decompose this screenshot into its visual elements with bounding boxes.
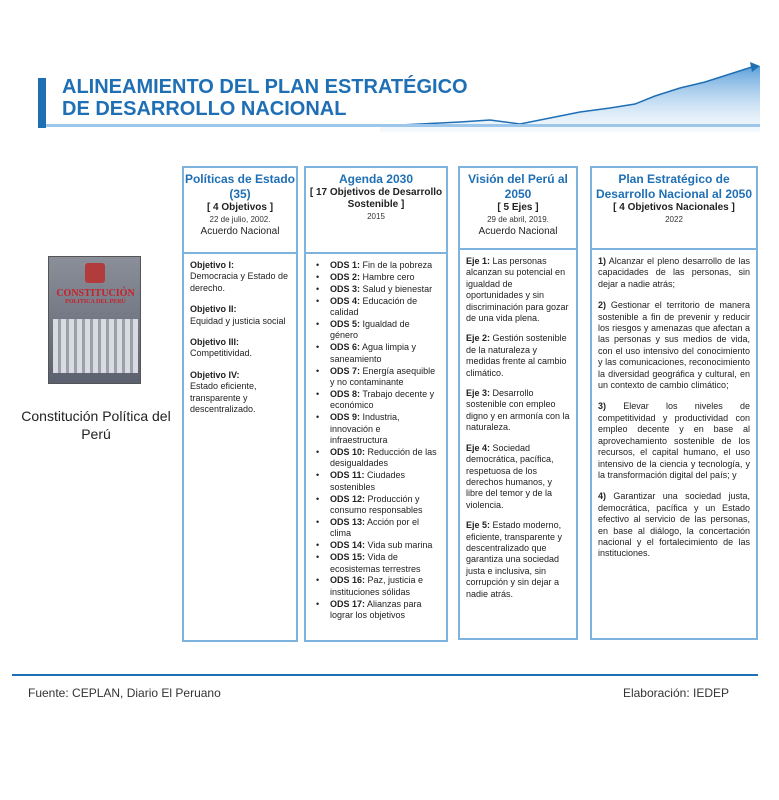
footer-credit: Elaboración: IEDEP — [622, 686, 729, 700]
constitution-label: Constitución Política del Perú — [21, 408, 171, 442]
column-header — [306, 168, 446, 222]
growth-graph-decoration — [380, 60, 770, 132]
column-body — [460, 248, 576, 615]
list-item: • ODS 14: Vida sub marina — [316, 540, 440, 551]
column-title: Plan Estratégico de Desarrollo Nacional al 2050 — [595, 172, 753, 201]
column-subtitle: [ 4 Objetivos Nacionales ] — [613, 202, 735, 213]
column-date: 29 de abril, 2019. — [487, 215, 549, 224]
title-accent-bar — [38, 78, 46, 128]
title-line-1: ALINEAMIENTO DEL PLAN ESTRATÉGICO — [62, 76, 468, 98]
column-title: Políticas de Estado (35) — [184, 172, 296, 201]
list-item: 2) Gestionar el territorio de manera sostenible a fin de prevenir y reducir los riesgos y amenazas que afectan a las personas y sus medios de vida, con el uso intensivo del conocimiento y las comunicaciones, reconocimiento la diversidad geográfica y cultural, en un contexto de cambio climático; — [598, 300, 750, 391]
column-source: Acuerdo Nacional — [478, 226, 558, 237]
list-item: Eje 1: Las personas alcanzan su potencial en igualdad de oportunidades y sin discriminación para gozar de una vida plena. — [466, 256, 569, 324]
footer-source: Fuente: CEPLAN, Diario El Peruano — [28, 686, 221, 700]
list-item: • ODS 8: Trabajo decente y económico — [316, 389, 440, 412]
column-agenda-2030 — [304, 166, 448, 642]
column-title: Visión del Perú al 2050 — [468, 172, 568, 201]
column-source: Acuerdo Nacional — [200, 226, 280, 237]
book-cover-title: CONSTITUCIÓN POLITICA DEL PERÚ — [56, 288, 135, 305]
peru-coat-of-arms-icon — [85, 263, 105, 283]
palace-image — [53, 319, 138, 373]
list-item: Objetivo II: Equidad y justicia social — [190, 304, 286, 326]
list-item: • ODS 2: Hambre cero — [316, 272, 440, 283]
list-item: • ODS 4: Educación de calidad — [316, 296, 440, 319]
list-item: • ODS 13: Acción por el clima — [316, 517, 440, 540]
column-header — [184, 168, 296, 238]
list-item: Eje 3: Desarrollo sostenible con empleo digno y en armonía con la naturaleza. — [466, 388, 570, 433]
list-item: • ODS 12: Producción y consumo responsables — [316, 494, 440, 517]
list-item: Objetivo IV: Estado eficiente, transparente y descentralizado. — [190, 369, 257, 415]
list-item: Eje 4: Sociedad democrática, pacífica, respetuosa de los derechos humanos, y libre del temor y de la violencia. — [466, 442, 554, 510]
column-title: Agenda 2030 — [338, 172, 414, 186]
column-body — [592, 248, 756, 576]
list-item: • ODS 6: Agua limpia y saneamiento — [316, 342, 440, 365]
constitution-book-cover — [48, 256, 141, 384]
column-date: 2015 — [367, 212, 385, 221]
list-item: Objetivo III: Competitividad. — [190, 337, 253, 359]
column-header — [460, 168, 576, 238]
list-item: 4) Garantizar una sociedad justa, democrática, pacífica y un Estado efectivo al servicio de las personas, en base al diálogo, la concertación nacional y el fortalecimiento de las instituciones. — [598, 491, 750, 559]
column-header — [592, 168, 756, 225]
column-subtitle: [ 4 Objetivos ] — [206, 202, 274, 213]
list-item: 1) Alcanzar el pleno desarrollo de las capacidades de las personas, sin dejar a nadie atrás; — [598, 256, 750, 289]
list-item: • ODS 9: Industria, innovación e infraestructura — [316, 412, 440, 446]
list-item: • ODS 17: Alianzas para lograr los objetivos — [316, 599, 440, 622]
list-item: • ODS 5: Igualdad de género — [316, 319, 440, 342]
column-body — [306, 252, 446, 628]
list-item: • ODS 7: Energía asequible y no contaminante — [316, 366, 440, 389]
column-vision-peru-2050 — [458, 166, 578, 640]
list-item: • ODS 11: Ciudades sostenibles — [316, 470, 440, 493]
list-item: • ODS 1: Fin de la pobreza — [316, 260, 440, 271]
column-date: 2022 — [665, 215, 683, 224]
title-line-2: DE DESARROLLO NACIONAL — [62, 98, 347, 120]
list-item: • ODS 16: Paz, justicia e instituciones sólidas — [316, 575, 440, 598]
list-item: • ODS 10: Reducción de las desigualdades — [316, 447, 440, 470]
column-politicas-de-estado — [182, 166, 298, 642]
column-body — [184, 252, 296, 431]
header-rule — [46, 124, 760, 127]
list-item: 3) Elevar los niveles de competitividad y productividad con empleo decente y en base al aprovechamiento sostenible de los recursos, el capital humano, el uso intensivo de la ciencia y tecnología, y la transformación digital del país; y — [598, 401, 750, 480]
column-subtitle: [ 5 Ejes ] — [497, 202, 539, 213]
list-item: Eje 2: Gestión sostenible de la naturaleza y medidas frente al cambio climático. — [466, 333, 567, 378]
footer-rule — [12, 674, 758, 676]
column-pedn-2050 — [590, 166, 758, 640]
list-item: • ODS 15: Vida de ecosistemas terrestres — [316, 552, 440, 575]
list-item: • ODS 3: Salud y bienestar — [316, 284, 440, 295]
list-item: Eje 5: Estado moderno, eficiente, transparente y descentralizado que garantiza una sociedad justa e inclusiva, sin corrupción y sin dejar a nadie atrás. — [466, 520, 563, 599]
list-item: Objetivo I: Democracia y Estado de derecho. — [190, 260, 289, 293]
column-subtitle: [ 17 Objetivos de Desarrollo Sostenible ] — [309, 187, 443, 210]
column-date: 22 de julio, 2002. — [209, 215, 271, 224]
